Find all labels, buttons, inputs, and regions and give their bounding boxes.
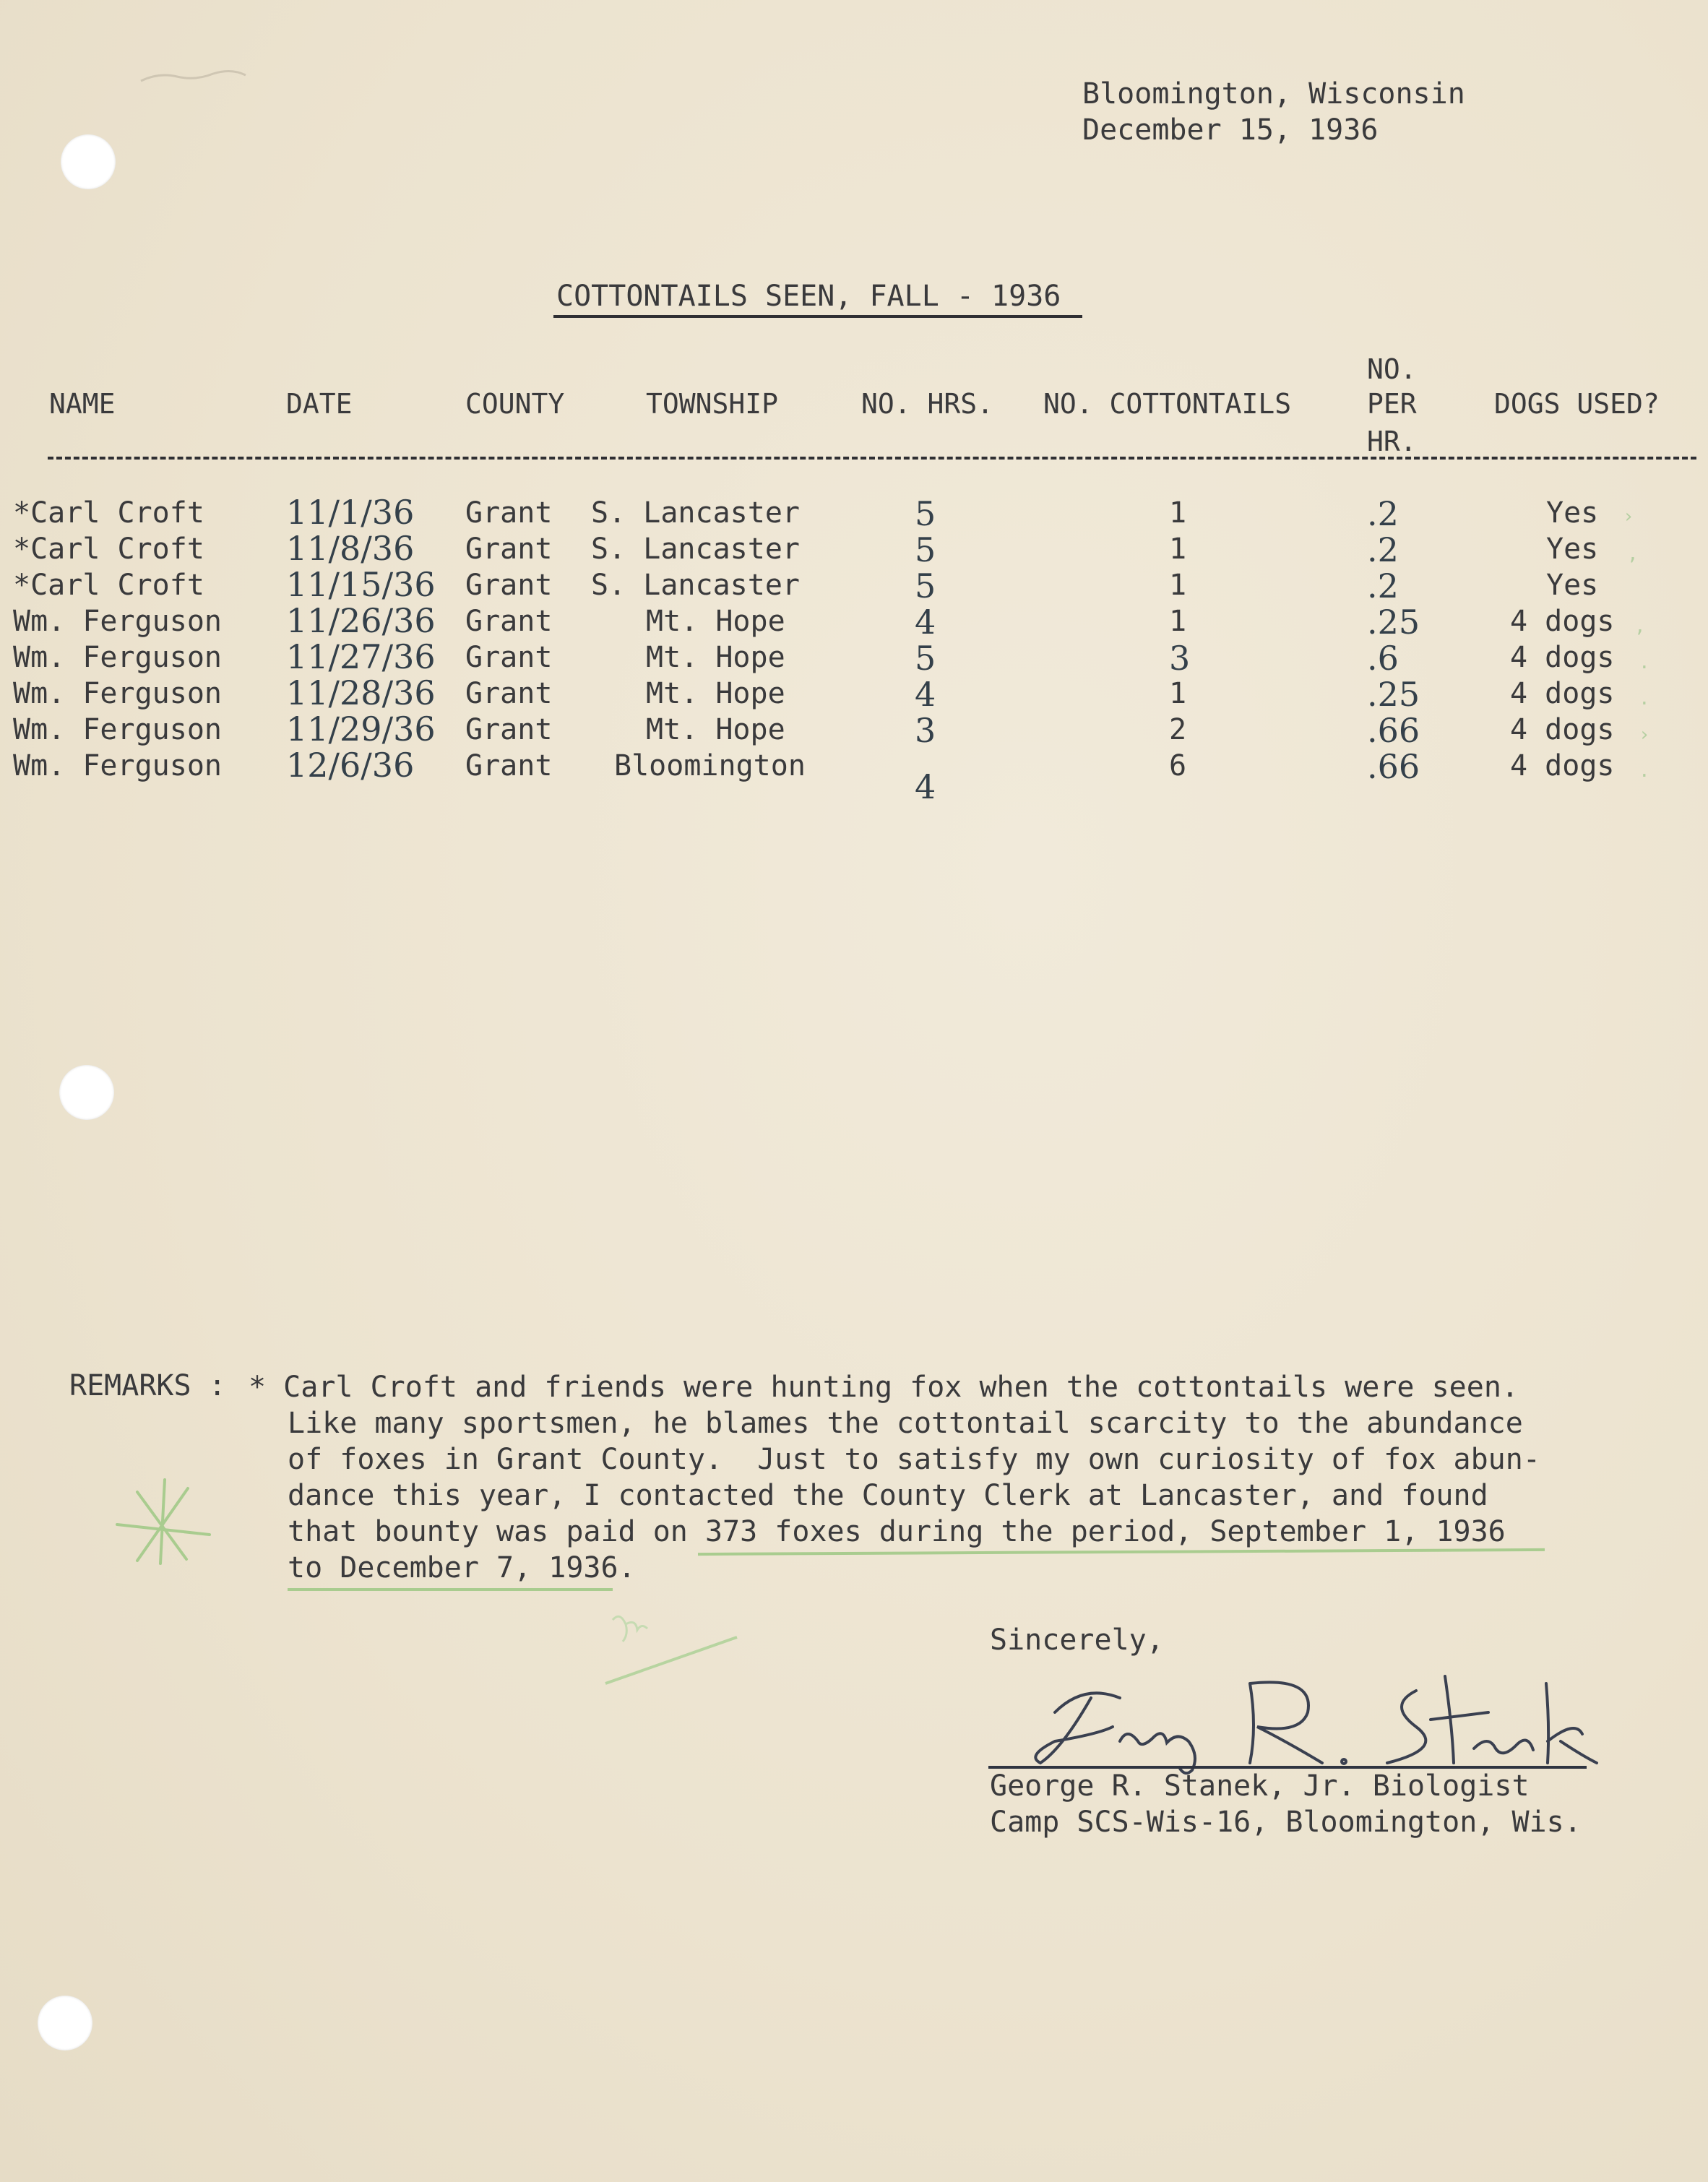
cell-dogs: 4 dogs (1510, 641, 1615, 674)
header-dogs: DOGS USED? (1494, 388, 1660, 420)
cell-hours: 5 (915, 639, 936, 678)
remarks-line: Like many sportsmen, he blames the cottontail scarcity to the abundance (288, 1407, 1523, 1440)
cell-county: Grant (465, 496, 553, 530)
cell-township: Mt. Hope (646, 641, 785, 674)
check-mark-icon: . (1639, 760, 1650, 782)
salutation: Sincerely, (990, 1623, 1164, 1657)
cell-per-hr: .2 (1367, 494, 1399, 533)
cell-cottontails: 2 (1169, 713, 1187, 746)
signature-text (1012, 1705, 1018, 1706)
cell-date: 11/1/36 (286, 493, 415, 532)
cell-county: Grant (465, 713, 553, 746)
letterhead-place: Bloomington, Wisconsin (1082, 77, 1465, 111)
cell-township: S. Lancaster (591, 532, 800, 566)
cell-township: S. Lancaster (591, 569, 800, 602)
cell-cottontails: 1 (1169, 496, 1187, 530)
cell-hours: 4 (915, 675, 936, 714)
cell-hours: 4 (915, 603, 936, 642)
cell-date: 11/8/36 (286, 529, 415, 568)
cell-hours: 5 (915, 494, 936, 533)
cell-county: Grant (465, 641, 553, 674)
header-name: NAME (49, 388, 116, 420)
cell-per-hr: .2 (1367, 530, 1399, 569)
signature-image (1012, 1669, 1604, 1777)
cell-cottontails: 1 (1169, 569, 1187, 602)
cell-date: 11/26/36 (286, 601, 436, 640)
cell-dogs: 4 dogs (1510, 605, 1615, 638)
cell-cottontails: 1 (1169, 532, 1187, 566)
cell-county: Grant (465, 677, 553, 710)
cell-name: Wm. Ferguson (13, 641, 222, 674)
cell-hours: 3 (915, 711, 936, 750)
cell-name: *Carl Croft (13, 496, 204, 530)
cell-township: Mt. Hope (646, 677, 785, 710)
header-county: COUNTY (465, 388, 565, 420)
highlight-underline (288, 1588, 613, 1591)
cell-date: 11/28/36 (286, 673, 436, 712)
cell-cottontails: 6 (1169, 749, 1187, 782)
remarks-line: dance this year, I contacted the County Clerk at Lancaster, and found (288, 1479, 1488, 1512)
cell-dogs: 4 dogs (1510, 749, 1615, 782)
cell-county: Grant (465, 532, 553, 566)
cell-per-hr: .2 (1367, 566, 1399, 605)
cell-cottontails: 3 (1169, 639, 1191, 678)
remarks-line: to December 7, 1936. (288, 1551, 636, 1584)
header-hours: NO. HRS. (861, 388, 994, 420)
cell-per-hr: .25 (1367, 675, 1420, 714)
check-mark-icon: . (1639, 688, 1650, 710)
cell-name: *Carl Croft (13, 569, 204, 602)
cell-hours: 5 (915, 530, 936, 569)
cell-name: Wm. Ferguson (13, 605, 222, 638)
punch-hole-middle (59, 1065, 114, 1120)
cell-township: Mt. Hope (646, 605, 785, 638)
cell-dogs: Yes (1546, 496, 1599, 530)
cell-name: Wm. Ferguson (13, 713, 222, 746)
cell-township: Bloomington (614, 749, 806, 782)
remarks-label: REMARKS : (69, 1369, 226, 1402)
header-per-hr-2: PER (1367, 388, 1417, 420)
header-per-hr-1: NO. (1367, 353, 1417, 385)
pencil-mark-icon (137, 59, 253, 88)
document-title: COTTONTAILS SEEN, FALL - 1936 (556, 280, 1061, 313)
cell-date: 11/29/36 (286, 710, 436, 749)
punch-hole-bottom (38, 1996, 92, 2051)
cell-name: Wm. Ferguson (13, 677, 222, 710)
signer-name: George R. Stanek, Jr. Biologist (990, 1769, 1530, 1803)
punch-hole-top (61, 134, 116, 189)
cell-hours: 5 (915, 566, 936, 605)
header-per-hr-3: HR. (1367, 426, 1417, 457)
cell-per-hr: .66 (1367, 747, 1420, 786)
check-mark-icon: . (1639, 652, 1650, 673)
check-mark-icon: , (1634, 616, 1646, 637)
cell-per-hr: .25 (1367, 603, 1420, 642)
remarks-line: of foxes in Grant County. Just to satisfy my own curiosity of fox abun- (288, 1443, 1540, 1476)
cell-dogs: Yes (1546, 569, 1599, 602)
cell-date: 11/15/36 (286, 565, 436, 604)
header-date: DATE (286, 388, 353, 420)
initials-mark-icon (604, 1608, 741, 1688)
cell-dogs: 4 dogs (1510, 713, 1615, 746)
check-mark-icon: , (1627, 543, 1639, 565)
cell-township: S. Lancaster (591, 496, 800, 530)
cell-name: Wm. Ferguson (13, 749, 222, 782)
cell-per-hr: .66 (1367, 711, 1420, 750)
cell-date: 12/6/36 (286, 746, 415, 785)
cell-name: *Carl Croft (13, 532, 204, 566)
cell-dogs: 4 dogs (1510, 677, 1615, 710)
check-mark-icon: › (1639, 724, 1650, 746)
cell-county: Grant (465, 605, 553, 638)
cell-date: 11/27/36 (286, 637, 436, 676)
cell-hours: 4 (915, 767, 936, 806)
cell-dogs: Yes (1546, 532, 1599, 566)
star-mark-icon (108, 1474, 217, 1568)
header-rule (48, 457, 1696, 460)
check-mark-icon: › (1623, 506, 1634, 527)
signer-address: Camp SCS-Wis-16, Bloomington, Wis. (990, 1806, 1582, 1839)
cell-cottontails: 1 (1169, 605, 1187, 638)
signature-line (988, 1766, 1587, 1769)
title-underline (553, 315, 1082, 318)
remarks-line: * Carl Croft and friends were hunting fox when the cottontails were seen. (249, 1371, 1519, 1404)
header-township: TOWNSHIP (646, 388, 779, 420)
cell-county: Grant (465, 749, 553, 782)
letterhead-date: December 15, 1936 (1082, 113, 1379, 147)
cell-per-hr: .6 (1367, 639, 1399, 678)
remarks-line: that bounty was paid on 373 foxes during the period, September 1, 1936 (288, 1515, 1506, 1548)
cell-cottontails: 1 (1169, 677, 1187, 710)
cell-county: Grant (465, 569, 553, 602)
header-cottontails: NO. COTTONTAILS (1043, 388, 1292, 420)
cell-township: Mt. Hope (646, 713, 785, 746)
